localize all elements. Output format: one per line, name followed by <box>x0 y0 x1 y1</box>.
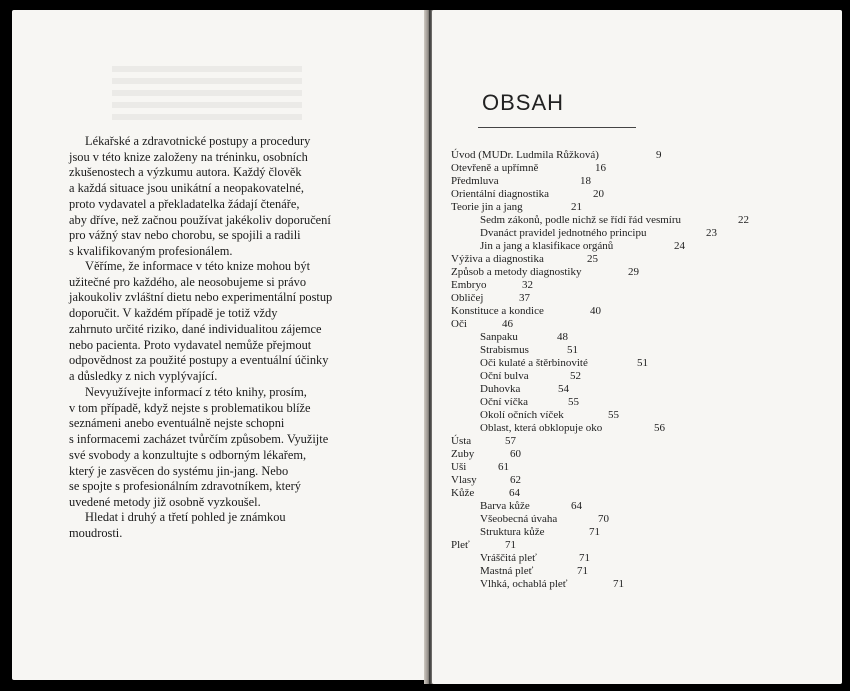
toc-entry-page-number: 18 <box>580 175 591 187</box>
toc-entry-page-number: 71 <box>613 578 624 590</box>
text-line: zahrnuto určité riziko, dané individualitou zájemce <box>69 321 322 336</box>
toc-entry-title: Otevřeně a upřímně <box>451 162 539 174</box>
toc-entry-page-number: 60 <box>510 448 521 460</box>
toc-entry-page-number: 64 <box>571 500 582 512</box>
toc-entry-title: Jin a jang a klasifikace orgánů <box>480 240 614 252</box>
toc-entry-title: Kůže <box>451 487 475 499</box>
toc-entry-title: Strabismus <box>480 344 529 356</box>
toc-entry-title: Embryo <box>451 279 487 291</box>
text-line: pro vážný stav nebo chorobu, se spojili a radili <box>69 228 301 243</box>
toc-entry-page-number: 48 <box>557 331 568 343</box>
text-line: nebo pacienta. Proto vydavatel nemůže přejmout <box>69 337 312 352</box>
toc-entry-page-number: 56 <box>654 422 665 434</box>
toc-entry-page-number: 52 <box>570 370 581 382</box>
text-line: Nevyužívejte informací z této knihy, prosím, <box>85 385 307 399</box>
toc-entry-page-number: 29 <box>628 266 639 278</box>
text-line: zkušenostech a výzkumu autora. Každý člověk <box>69 165 302 180</box>
toc-entry-title: Ústa <box>451 435 472 447</box>
toc-entry-title: Oblast, která obklopuje oko <box>480 422 603 434</box>
toc-entry-page-number: 51 <box>567 344 578 356</box>
toc-entry-page-number: 24 <box>674 240 685 252</box>
text-line: proto vydavatel a překladatelka žádají čtenáře, <box>69 196 300 211</box>
toc-entry-title: Výživa a diagnostika <box>451 253 544 265</box>
text-line: seznámeni anebo eventuálně nejste schopni <box>69 416 285 431</box>
toc-entry-title: Vlhká, ochablá pleť <box>480 578 568 590</box>
toc-entry-title: Vráščitá pleť <box>480 552 537 564</box>
toc-entry-title: Sanpaku <box>480 331 518 343</box>
text-line: moudrosti. <box>69 525 123 540</box>
toc-entry-title: Předmluva <box>451 175 499 187</box>
text-line: jsou v této knize založeny na tréninku, osobních <box>69 149 308 164</box>
text-line: který je zasvěcen do systému jin-jang. Nebo <box>69 463 289 478</box>
toc-entry-title: Uši <box>451 461 467 473</box>
toc-entry-page-number: 9 <box>656 149 662 161</box>
toc-entry-page-number: 62 <box>510 474 521 486</box>
toc-entry-page-number: 23 <box>706 227 717 239</box>
toc-entry-title: Obličej <box>451 292 484 304</box>
toc-entry-title: Struktura kůže <box>480 526 545 538</box>
text-line: s kvalifikovaným profesionálem. <box>69 243 233 258</box>
toc-entry-title: Oči <box>451 318 467 330</box>
show-through-text <box>112 65 302 120</box>
toc-entry-title: Zuby <box>451 448 475 460</box>
text-line: své svobody a konzultujte s odborným lékařem, <box>69 447 307 462</box>
page-title: OBSAH <box>482 90 565 115</box>
toc-entry-title: Způsob a metody diagnostiky <box>451 266 582 278</box>
toc-entry-title: Oční víčka <box>480 396 528 408</box>
toc-entry-page-number: 16 <box>595 162 606 174</box>
toc-entry-title: Všeobecná úvaha <box>480 513 558 525</box>
toc-entry-page-number: 46 <box>502 318 513 330</box>
text-line: užitečné pro každého, ale neosobujeme si právo <box>69 274 307 289</box>
toc-entry-title: Mastná pleť <box>480 565 534 577</box>
text-line: Hledat i druhý a třetí pohled je známkou <box>85 510 286 524</box>
toc-entry-page-number: 71 <box>579 552 590 564</box>
toc-entry-title: Okolí očních víček <box>480 409 564 421</box>
toc-entry-title: Sedm zákonů, podle nichž se řídí řád vesmíru <box>480 214 682 226</box>
text-line: jakoukoliv zvláštní dietu nebo experimentální postup <box>69 290 333 305</box>
paragraph <box>69 510 286 541</box>
toc-entry-page-number: 55 <box>568 396 579 408</box>
text-line: se spojte s profesionálním zdravotníkem, který <box>69 479 301 494</box>
toc-entry-title: Vlasy <box>451 474 477 486</box>
toc-entry-title: Pleť <box>451 539 470 551</box>
paragraph <box>69 134 331 260</box>
toc-entry-title: Teorie jin a jang <box>451 201 523 213</box>
toc-entry-title: Úvod (MUDr. Ludmila Růžková) <box>451 149 599 161</box>
text-line: Lékařské a zdravotnické postupy a procedury <box>85 134 311 148</box>
text-line: uvedené metody již osobně vyzkoušel. <box>69 494 261 509</box>
toc-entry-page-number: 71 <box>589 526 600 538</box>
toc-entry-page-number: 54 <box>558 383 569 395</box>
toc-entry-page-number: 51 <box>637 357 648 369</box>
toc-entry-page-number: 37 <box>519 292 530 304</box>
toc-entry-page-number: 64 <box>509 487 520 499</box>
toc-entry-page-number: 40 <box>590 305 601 317</box>
text-line: odpovědnost za použité postupy a eventuální účinky <box>69 353 329 368</box>
toc-entry-page-number: 20 <box>593 188 604 200</box>
toc-entry-page-number: 70 <box>598 513 609 525</box>
toc-entry-page-number: 25 <box>587 253 598 265</box>
paragraph <box>69 259 332 385</box>
toc-entry-title: Duhovka <box>480 383 521 395</box>
toc-entry-title: Oči kulaté a štěrbinovité <box>480 357 588 369</box>
text-line: s informacemi zacházet tvůrčím způsobem. Využijte <box>69 432 329 447</box>
toc-entry-page-number: 71 <box>505 539 516 551</box>
toc-entry-page-number: 71 <box>577 565 588 577</box>
toc-entry-title: Oční bulva <box>480 370 529 382</box>
toc-entry-page-number: 22 <box>738 214 749 226</box>
text-line: v tom případě, když nejste s problematikou blíže <box>69 400 311 415</box>
paragraph <box>69 385 328 511</box>
toc-entry-page-number: 57 <box>505 435 516 447</box>
text-line: a důsledky z nich vyplývající. <box>69 368 218 383</box>
text-line: aby dříve, než začnou používat jakékoliv doporučení <box>69 212 331 227</box>
text-line: a každá situace jsou unikátní a neopakovatelné, <box>69 181 304 196</box>
toc-entry-title: Orientální diagnostika <box>451 188 550 200</box>
toc-entry-page-number: 32 <box>522 279 533 291</box>
toc-entry-title: Dvanáct pravidel jednotného principu <box>480 227 647 239</box>
title-rule <box>478 127 636 128</box>
toc-entry-title: Barva kůže <box>480 500 530 512</box>
toc-entry-page-number: 61 <box>498 461 509 473</box>
text-line: Věříme, že informace v této knize mohou být <box>85 259 311 273</box>
toc-entry-page-number: 55 <box>608 409 619 421</box>
toc-entry-title: Konstituce a kondice <box>451 305 544 317</box>
text-line: doporučit. V každém případě je totiž vždy <box>69 306 278 321</box>
toc-entry-page-number: 21 <box>571 201 582 213</box>
